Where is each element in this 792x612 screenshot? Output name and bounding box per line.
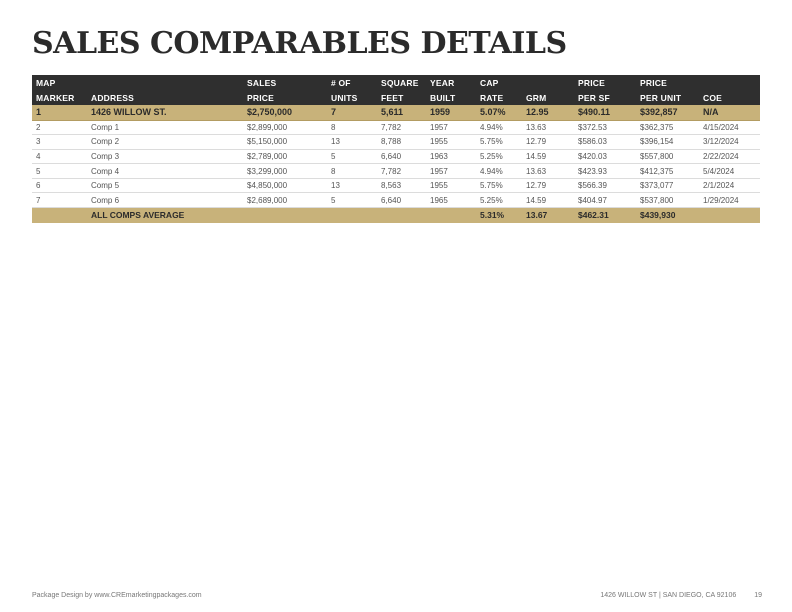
table-cell: 4 — [32, 149, 87, 164]
table-cell: 8,788 — [377, 135, 426, 150]
table-cell: 12.79 — [522, 135, 574, 150]
table-cell: 6,640 — [377, 149, 426, 164]
table-cell: 5.75% — [476, 135, 522, 150]
table-cell: $4,850,000 — [243, 178, 327, 193]
table-cell: 7,782 — [377, 120, 426, 135]
col-header-sales-price: SALES — [247, 77, 277, 88]
sales-comparables-table — [32, 75, 760, 223]
table-cell: 6,640 — [377, 193, 426, 208]
table-cell: $420.03 — [574, 149, 636, 164]
table-cell: N/A — [699, 105, 760, 120]
table-cell: 5 — [327, 149, 377, 164]
table-cell: 13 — [327, 178, 377, 193]
col-header-price-per-sf: PER SF — [578, 92, 610, 103]
table-cell: $392,857 — [636, 105, 699, 120]
table-cell: ALL COMPS AVERAGE — [87, 208, 243, 223]
table-cell: $439,930 — [636, 208, 699, 223]
table-cell: $5,150,000 — [243, 135, 327, 150]
table-cell: 1963 — [426, 149, 476, 164]
table-cell: 1/29/2024 — [699, 193, 760, 208]
col-header-units: # OF — [331, 77, 351, 88]
col-header-square-feet: SQUARE — [381, 77, 419, 88]
table-cell: $566.39 — [574, 178, 636, 193]
table-cell: $462.31 — [574, 208, 636, 223]
table-cell: Comp 6 — [87, 193, 243, 208]
footer-credit: Package Design by www.CREmarketingpackages.com — [32, 592, 202, 599]
table-cell: $373,077 — [636, 178, 699, 193]
header-row-top — [32, 75, 760, 90]
table-cell: $404.97 — [574, 193, 636, 208]
table-cell — [426, 208, 476, 223]
table-cell: Comp 1 — [87, 120, 243, 135]
table-cell: $586.03 — [574, 135, 636, 150]
table-cell: 5.25% — [476, 193, 522, 208]
table-cell: 2/22/2024 — [699, 149, 760, 164]
table-cell: 8,563 — [377, 178, 426, 193]
table-cell: 4.94% — [476, 164, 522, 179]
page-title: SALES COMPARABLES DETAILS — [32, 26, 567, 61]
table-cell: $396,154 — [636, 135, 699, 150]
table-cell — [243, 208, 327, 223]
table-cell — [377, 208, 426, 223]
table-cell: 1959 — [426, 105, 476, 120]
table-cell: $490.11 — [574, 105, 636, 120]
table-cell: $537,800 — [636, 193, 699, 208]
table-cell: 5.31% — [476, 208, 522, 223]
table-cell: $423.93 — [574, 164, 636, 179]
table-cell: 7 — [327, 105, 377, 120]
table-cell: 8 — [327, 164, 377, 179]
table-cell: 4.94% — [476, 120, 522, 135]
table-cell: $362,375 — [636, 120, 699, 135]
table-row — [32, 135, 760, 150]
col-header-sales-price: PRICE — [247, 92, 274, 103]
table-cell: 4/15/2024 — [699, 120, 760, 135]
comps-average-row — [32, 208, 760, 223]
table-cell: $2,750,000 — [243, 105, 327, 120]
table-cell: 5.07% — [476, 105, 522, 120]
table-cell: $2,689,000 — [243, 193, 327, 208]
col-header-price-per-sf: PRICE — [578, 77, 605, 88]
table-cell: 13.63 — [522, 164, 574, 179]
table-cell: 5 — [327, 193, 377, 208]
table-cell: 1 — [32, 105, 87, 120]
col-header-address: ADDRESS — [91, 92, 134, 103]
table-row — [32, 178, 760, 193]
table-cell: 1955 — [426, 178, 476, 193]
table-cell — [32, 208, 87, 223]
col-header-address — [87, 75, 243, 90]
table-cell: 8 — [327, 120, 377, 135]
table-cell: 1957 — [426, 120, 476, 135]
table-cell: 2/1/2024 — [699, 178, 760, 193]
col-header-year-built: YEAR — [430, 77, 455, 88]
table-cell: $2,899,000 — [243, 120, 327, 135]
table-row — [32, 164, 760, 179]
table-cell: $412,375 — [636, 164, 699, 179]
table-cell: 6 — [32, 178, 87, 193]
table-cell: 5,611 — [377, 105, 426, 120]
table-cell: 1965 — [426, 193, 476, 208]
table-cell: 14.59 — [522, 149, 574, 164]
col-header-units: UNITS — [331, 92, 358, 103]
col-header-coe: COE — [703, 92, 723, 103]
table-cell: 14.59 — [522, 193, 574, 208]
table-cell — [327, 208, 377, 223]
table-cell: $2,789,000 — [243, 149, 327, 164]
footer-address: 1426 WILLOW ST | SAN DIEGO, CA 92106 — [600, 592, 737, 599]
table-cell: $557,800 — [636, 149, 699, 164]
table-cell: 3/12/2024 — [699, 135, 760, 150]
table-cell — [699, 208, 760, 223]
subject-property-row — [32, 105, 760, 120]
table-cell: Comp 4 — [87, 164, 243, 179]
table-cell: $372.53 — [574, 120, 636, 135]
table-row — [32, 120, 760, 135]
col-header-map: MAP — [36, 77, 56, 88]
table-cell: 7,782 — [377, 164, 426, 179]
table-cell: $3,299,000 — [243, 164, 327, 179]
col-header-year-built: BUILT — [430, 92, 456, 103]
table-cell: 5 — [32, 164, 87, 179]
table-cell: 7 — [32, 193, 87, 208]
col-header-coe — [699, 75, 760, 90]
table-cell: Comp 2 — [87, 135, 243, 150]
col-header-grm — [522, 75, 574, 90]
table-cell: 12.79 — [522, 178, 574, 193]
table-cell: 5.25% — [476, 149, 522, 164]
table-row — [32, 193, 760, 208]
table-cell: Comp 5 — [87, 178, 243, 193]
footer-address-page — [600, 592, 762, 599]
col-header-map: MARKER — [36, 92, 75, 103]
table-cell: 13 — [327, 135, 377, 150]
col-header-price-per-unit: PER UNIT — [640, 92, 682, 103]
table-cell: 12.95 — [522, 105, 574, 120]
table-cell: 2 — [32, 120, 87, 135]
table-cell: 5/4/2024 — [699, 164, 760, 179]
table-cell: 5.75% — [476, 178, 522, 193]
col-header-price-per-unit: PRICE — [640, 77, 667, 88]
table-cell: 1957 — [426, 164, 476, 179]
page-number: 19 — [754, 592, 762, 599]
table-cell: 1426 WILLOW ST. — [87, 105, 243, 120]
col-header-square-feet: FEET — [381, 92, 404, 103]
table-row — [32, 149, 760, 164]
col-header-cap-rate: CAP — [480, 77, 499, 88]
table-cell: 13.63 — [522, 120, 574, 135]
table-cell: 3 — [32, 135, 87, 150]
table-cell: 1955 — [426, 135, 476, 150]
col-header-cap-rate: RATE — [480, 92, 504, 103]
col-header-grm: GRM — [526, 92, 547, 103]
table-cell: 13.67 — [522, 208, 574, 223]
header-row-bottom — [32, 90, 760, 105]
table-cell: Comp 3 — [87, 149, 243, 164]
